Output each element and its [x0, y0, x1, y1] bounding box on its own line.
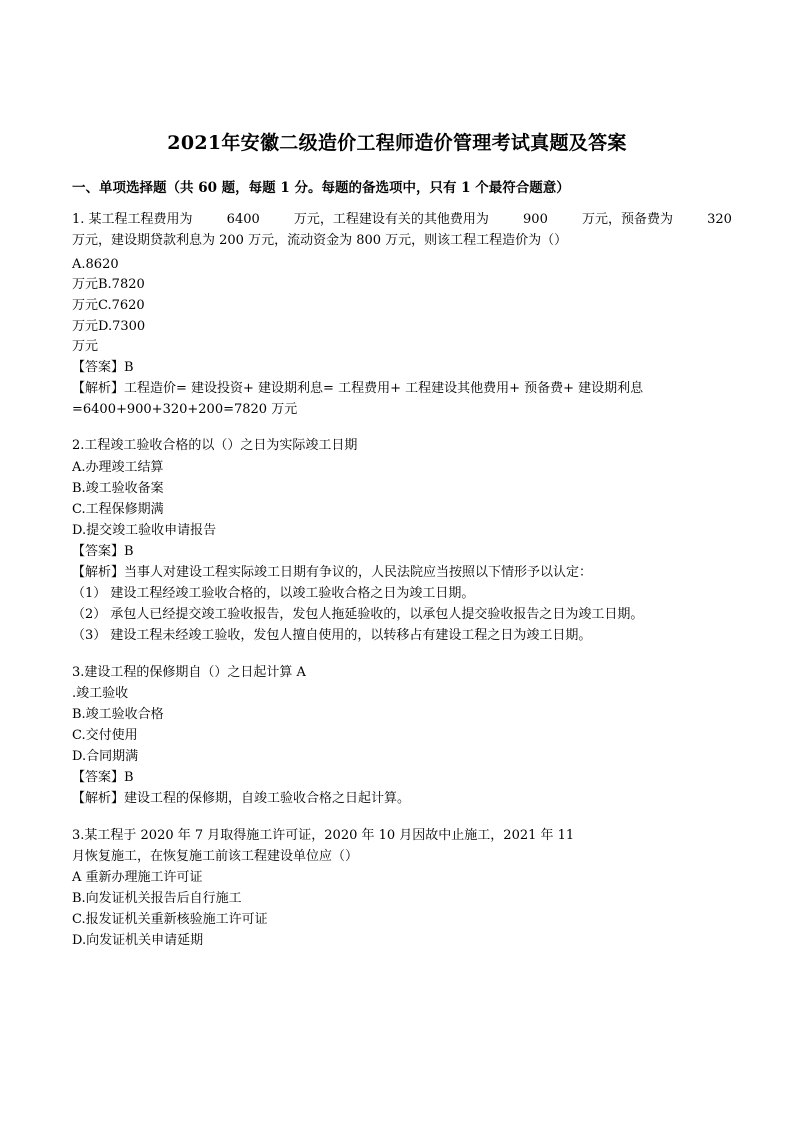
- question-3-stem: 3.建设工程的保修期自（）之日起计算 A: [72, 665, 306, 680]
- question-2-answer: 【答案】B: [72, 544, 134, 559]
- question-1-answer: 【答案】B: [72, 360, 134, 375]
- question-3-option-d: D.合同期满: [72, 749, 139, 764]
- question-2-option-a: A.办理竣工结算: [72, 460, 164, 475]
- question-2-analysis-item: （2） 承包人已经提交竣工验收报告，发包人拖延验收的，以承包人提交验收报告之日为竣工日期。: [72, 607, 644, 622]
- q1-stem-part: 320: [707, 212, 732, 227]
- q1-stem-part: 900: [523, 212, 548, 227]
- question-1-option: 万元B.7820: [72, 277, 145, 292]
- question-1-stem-line-2: 万元，建设期贷款利息为 200 万元，流动资金为 800 万元，则该工程工程造价为（）: [72, 233, 568, 248]
- question-1-option: A.8620: [72, 257, 119, 272]
- q1-stem-part: 1. 某工程工程费用为: [72, 212, 193, 227]
- question-1-stem-line-1: [72, 211, 732, 229]
- question-1-option: 万元: [72, 339, 99, 354]
- question-4-option-a: A 重新办理施工许可证: [72, 870, 203, 885]
- section-heading: 一、单项选择题（共 60 题，每题 1 分。每题的备选项中，只有 1 个最符合题意）: [72, 180, 570, 196]
- question-2-analysis: 【解析】当事人对建设工程实际竣工日期有争议的，人民法院应当按照以下情形予以认定：: [72, 565, 593, 580]
- question-4-option-d: D.向发证机关申请延期: [72, 933, 204, 948]
- question-3-option-b: B.竣工验收合格: [72, 707, 164, 722]
- question-1-option: 万元C.7620: [72, 298, 145, 313]
- question-2-option-d: D.提交竣工验收申请报告: [72, 523, 217, 538]
- question-3-option-a: .竣工验收: [72, 686, 129, 701]
- q1-stem-part: 6400: [226, 212, 260, 227]
- question-2-option-b: B.竣工验收备案: [72, 481, 164, 496]
- question-1-option: 万元D.7300: [72, 319, 146, 334]
- question-4-stem-line-2: 月恢复施工，在恢复施工前该工程建设单位应（）: [72, 849, 359, 864]
- question-2-analysis-item: （1） 建设工程经竣工验收合格的，以竣工验收合格之日为竣工日期。: [72, 586, 475, 601]
- q1-stem-part: 万元，工程建设有关的其他费用为: [293, 212, 489, 227]
- question-1-analysis: 【解析】工程造价= 建设投资+ 建设期利息= 工程费用+ 工程建设其他费用+ 预备费+ 建设期利息: [72, 381, 644, 396]
- question-3-option-c: C.交付使用: [72, 728, 138, 743]
- page-title: 2021年安徽二级造价工程师造价管理考试真题及答案: [167, 132, 627, 154]
- question-2-analysis-item: （3） 建设工程未经竣工验收，发包人擅自使用的，以转移占有建设工程之日为竣工日期。: [72, 628, 592, 643]
- question-3-answer: 【答案】B: [72, 770, 134, 785]
- question-3-analysis: 【解析】建设工程的保修期，自竣工验收合格之日起计算。: [72, 791, 411, 806]
- question-4-option-b: B.向发证机关报告后自行施工: [72, 891, 242, 906]
- question-4-stem-line-1: 3.某工程于 2020 年 7 月取得施工许可证，2020 年 10 月因故中止施工，2021 年 11: [72, 828, 575, 843]
- question-1-analysis-formula: =6400+900+320+200=7820 万元: [72, 402, 298, 417]
- q1-stem-part: 万元，预备费为: [581, 212, 673, 227]
- question-2-stem: 2.工程竣工验收合格的以（）之日为实际竣工日期: [72, 438, 358, 453]
- question-4-option-c: C.报发证机关重新核验施工许可证: [72, 912, 268, 927]
- question-2-option-c: C.工程保修期满: [72, 502, 164, 517]
